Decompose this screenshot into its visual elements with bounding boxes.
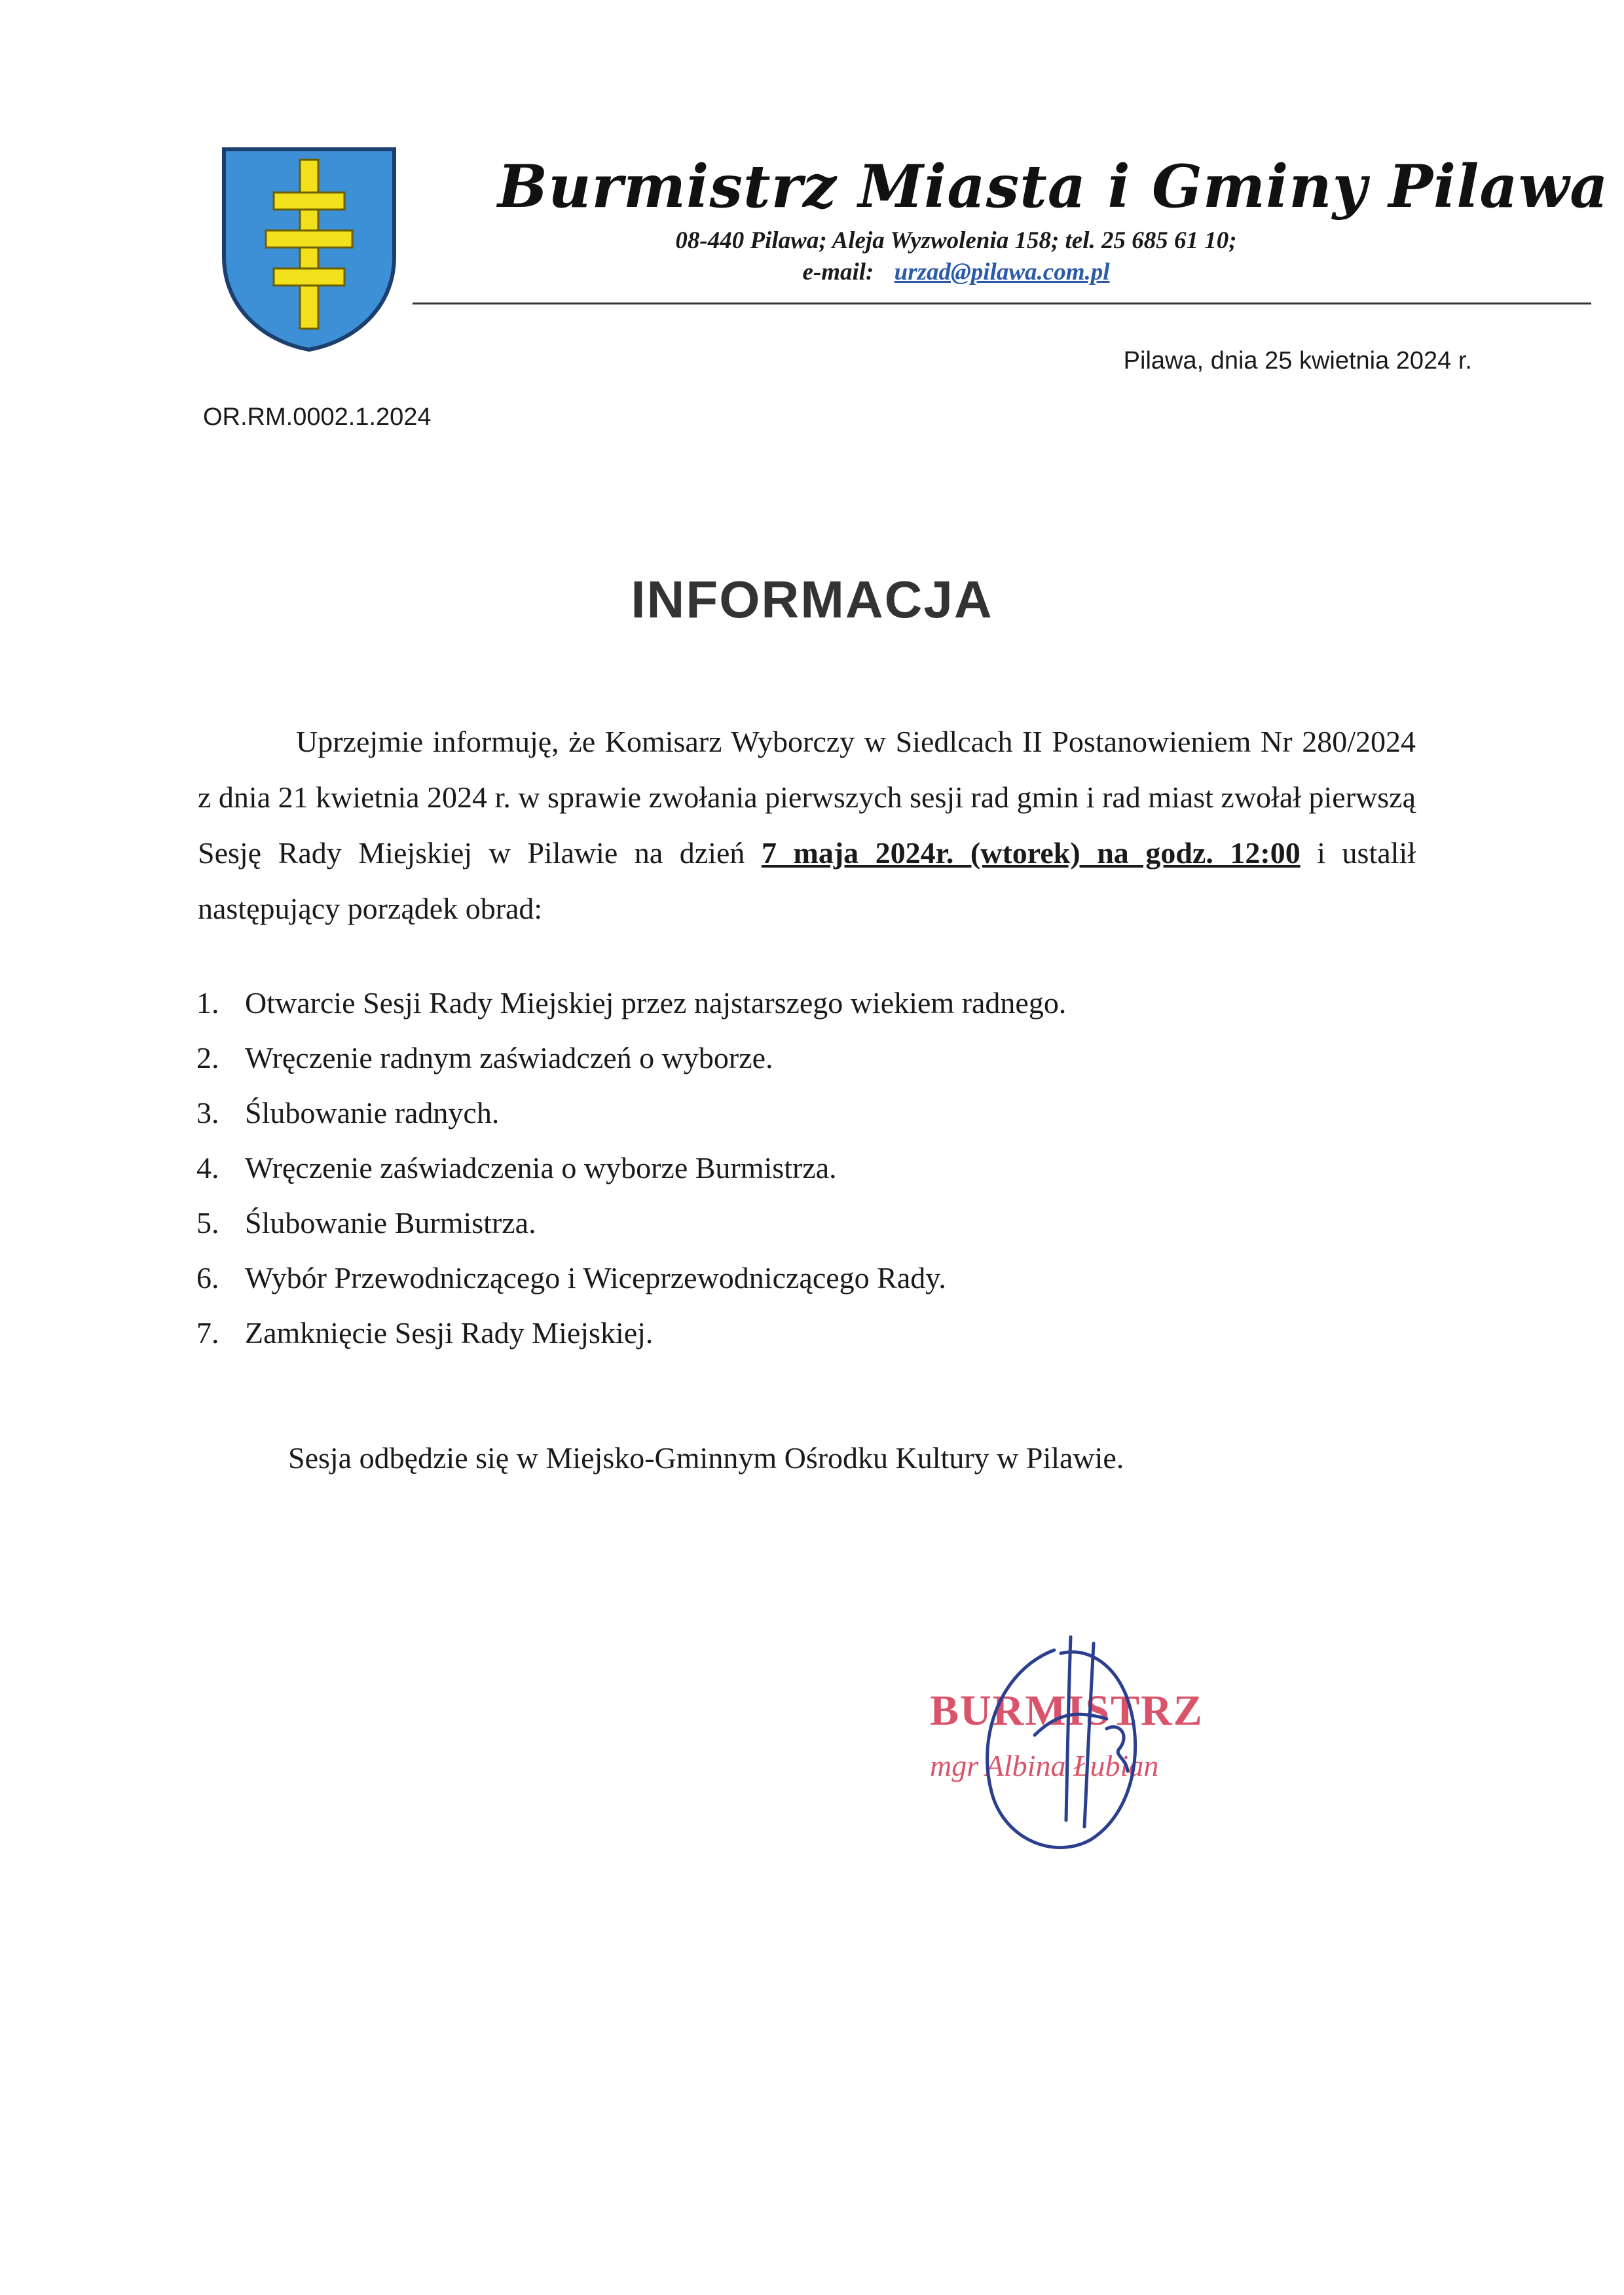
coat-of-arms-icon [219,145,399,354]
agenda-item [196,1040,1375,1095]
agenda-item [196,1315,1375,1370]
agenda-item [196,1260,1375,1315]
body-text-before: Uprzejmie informuję, że Komisarz Wyborczy w Siedlcach II Postanowieniem Nr 280/2024 z dnia 21 kwietnia 2024 r. w sprawie zwołania pierwszych sesji rad gmin i rad miast zwołał pierwszą Sesję Rady Miejskiej w Pilawie na dzień [198,725,1416,870]
agenda-item [196,1205,1375,1260]
office-address: 08-440 Pilawa; Aleja Wyzwolenia 158; tel. 25 685 61 10; [675,227,1237,254]
reference-number: OR.RM.0002.1.2024 [203,403,432,431]
agenda-item [196,1150,1375,1205]
agenda-list [196,985,1375,1370]
agenda-item-text: Wręczenie radnym zaświadczeń o wyborze. [245,1041,773,1074]
session-date-highlight: 7 maja 2024r. (wtorek) na godz. 12:00 [761,836,1301,870]
agenda-item-number: 1. [196,986,219,1019]
agenda-item-number: 7. [196,1316,219,1349]
body-paragraph [198,714,1416,936]
agenda-item-number: 3. [196,1096,219,1129]
agenda-item-number: 6. [196,1261,219,1294]
signature-icon [956,1624,1179,1873]
email-link[interactable]: urzad@pilawa.com.pl [894,259,1110,285]
agenda-item [196,1095,1375,1150]
document-heading: INFORMACJA [631,570,993,629]
stamp-name: mgr Albina Łubian [930,1749,1159,1782]
email-label: e-mail: [802,259,874,285]
agenda-item-text: Otwarcie Sesji Rady Miejskiej przez najstarszego wiekiem radnego. [245,986,1067,1019]
document-date: Pilawa, dnia 25 kwietnia 2024 r. [1123,347,1472,375]
closing-note: Sesja odbędzie się w Miejsko-Gminnym Ośrodku Kultury w Pilawie. [288,1441,1124,1475]
agenda-item-text: Ślubowanie radnych. [245,1096,500,1129]
agenda-item-text: Wręczenie zaświadczenia o wyborze Burmistrza. [245,1151,837,1184]
stamp-title: BURMISTRZ [930,1687,1204,1735]
agenda-item-number: 2. [196,1041,219,1074]
office-title: Burmistrz Miasta i Gminy Pilawa [498,152,1609,221]
agenda-item-text: Ślubowanie Burmistrza. [245,1206,536,1239]
agenda-item-text: Zamknięcie Sesji Rady Miejskiej. [245,1316,654,1349]
agenda-item [196,985,1375,1040]
agenda-item-number: 5. [196,1206,219,1239]
header-divider [413,303,1591,304]
agenda-item-text: Wybór Przewodniczącego i Wiceprzewodniczącego Rady. [245,1261,946,1294]
agenda-item-number: 4. [196,1151,219,1184]
body-text-after: i ustalił następujący porządek obrad: [198,836,1416,925]
office-email-line [498,258,1414,286]
